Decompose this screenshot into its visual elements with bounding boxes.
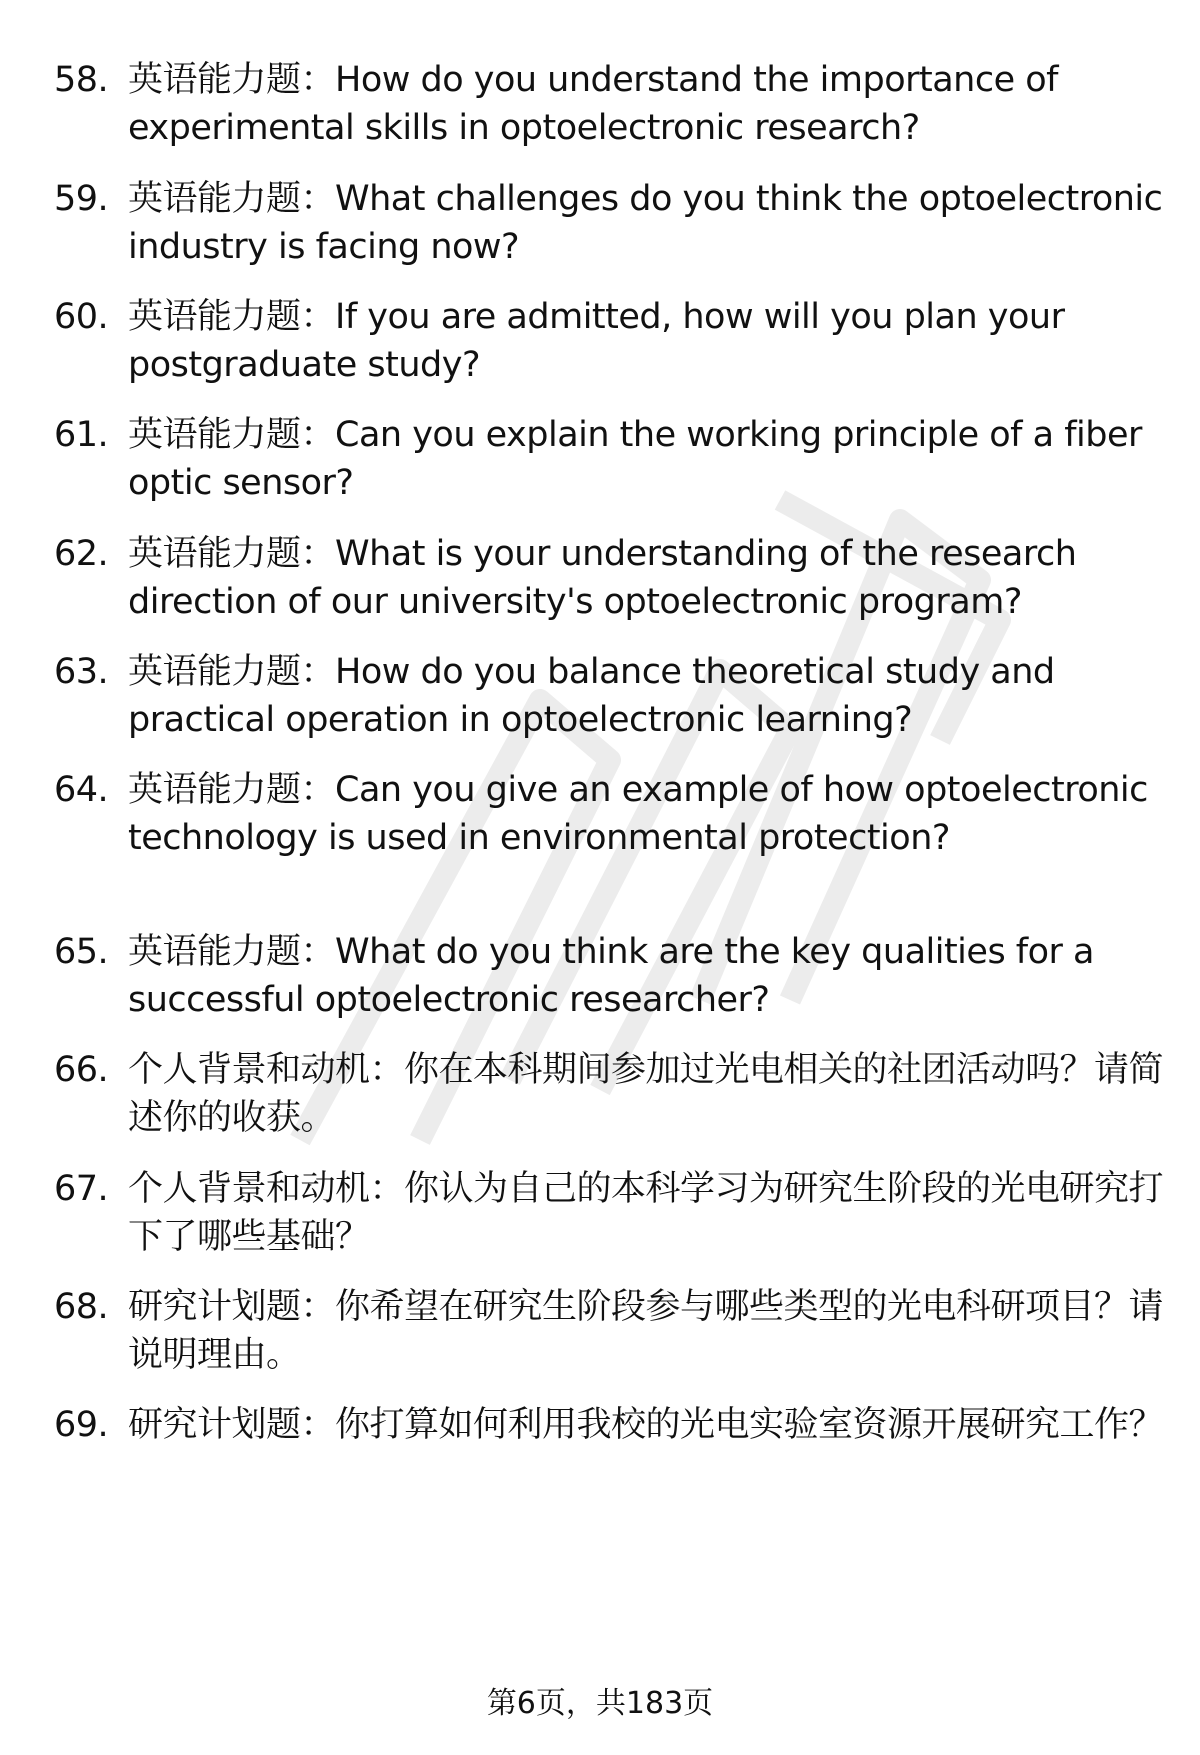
question-item: [54, 56, 1164, 152]
question-number: 58.: [54, 60, 109, 100]
question-text: 英语能力题：Can you explain the working principle of a fiber optic sensor?: [128, 415, 1142, 503]
question-number: 67.: [54, 1169, 109, 1209]
page-number-footer: 第6页，共183页: [486, 1686, 714, 1721]
question-number: 59.: [54, 179, 109, 219]
question-text: 研究计划题：你打算如何利用我校的光电实验室资源开展研究工作？: [128, 1405, 1164, 1445]
question-item: [54, 530, 1164, 626]
question-text: 英语能力题：What do you think are the key qualities for a successful optoelectronic researcher?: [128, 932, 1095, 1020]
question-text: 英语能力题：How do you understand the importance of experimental skills in optoelectronic research?: [128, 60, 1059, 148]
question-number: 66.: [54, 1050, 109, 1090]
question-item: [54, 293, 1164, 389]
question-item: [54, 1165, 1164, 1261]
question-number: 65.: [54, 932, 109, 972]
question-text: 英语能力题：What is your understanding of the research direction of our university's optoelectronic program?: [128, 534, 1077, 622]
question-text: 英语能力题：What challenges do you think the optoelectronic industry is facing now?: [128, 179, 1163, 267]
question-item: [54, 928, 1164, 1024]
question-number: 69.: [54, 1405, 109, 1445]
question-text: 个人背景和动机：你认为自己的本科学习为研究生阶段的光电研究打下了哪些基础？: [128, 1169, 1164, 1257]
question-text: 英语能力题：Can you give an example of how optoelectronic technology is used in environmental protection?: [128, 770, 1148, 858]
question-text: 英语能力题：If you are admitted, how will you plan your postgraduate study?: [128, 297, 1065, 385]
question-item: [54, 766, 1164, 862]
question-text: 研究计划题：你希望在研究生阶段参与哪些类型的光电科研项目？请说明理由。: [128, 1287, 1164, 1375]
question-item: [54, 1401, 1164, 1449]
question-item: [54, 1046, 1164, 1142]
question-item: [54, 175, 1164, 271]
question-text: 英语能力题：How do you balance theoretical study and practical operation in optoelectronic learning?: [128, 652, 1055, 740]
question-item: [54, 648, 1164, 744]
question-item: [54, 411, 1164, 507]
question-number: 68.: [54, 1287, 109, 1327]
question-number: 61.: [54, 415, 109, 455]
question-number: 60.: [54, 297, 109, 337]
question-number: 62.: [54, 534, 109, 574]
question-text: 个人背景和动机：你在本科期间参加过光电相关的社团活动吗？请简述你的收获。: [128, 1050, 1164, 1138]
question-item: [54, 1283, 1164, 1379]
question-number: 64.: [54, 770, 109, 810]
question-number: 63.: [54, 652, 109, 692]
